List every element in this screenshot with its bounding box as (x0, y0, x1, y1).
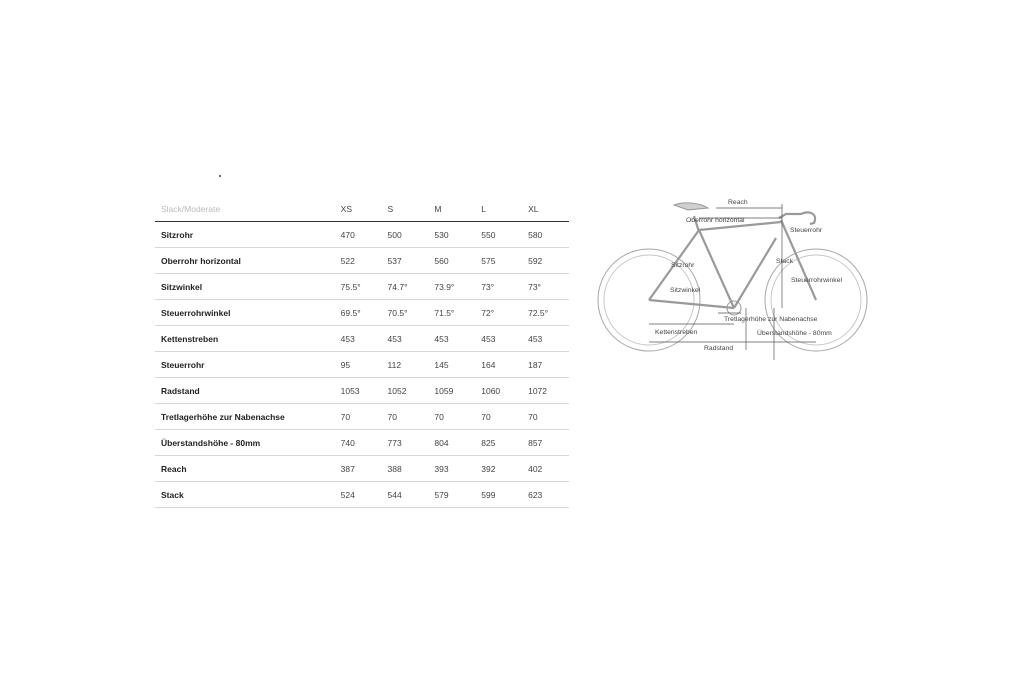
label-stack: Stack (776, 258, 793, 265)
table-row (155, 326, 569, 352)
table-cell: 453 (428, 326, 475, 352)
table-cell: 70 (428, 404, 475, 430)
size-header-l: L (475, 197, 522, 222)
table-cell: 70 (475, 404, 522, 430)
label-kettenstreben: Kettenstreben (655, 329, 698, 336)
table-cell: 579 (428, 482, 475, 508)
stray-dot (219, 175, 221, 177)
table-row (155, 456, 569, 482)
table-cell: 72° (475, 300, 522, 326)
table-cell: 70.5° (382, 300, 429, 326)
table-cell: 537 (382, 248, 429, 274)
label-radstand: Radstand (704, 345, 734, 352)
table-cell: 857 (522, 430, 569, 456)
size-header-xs: XS (335, 197, 382, 222)
table-cell: 544 (382, 482, 429, 508)
table-cell: 470 (335, 222, 382, 248)
table-cell: 453 (335, 326, 382, 352)
table-row (155, 378, 569, 404)
saddle (674, 203, 708, 210)
table-cell: 1053 (335, 378, 382, 404)
row-label: Reach (155, 456, 335, 482)
table-cell: 825 (475, 430, 522, 456)
row-label: Tretlagerhöhe zur Nabenachse (155, 404, 335, 430)
table-cell: 145 (428, 352, 475, 378)
table-cell: 75.5° (335, 274, 382, 300)
table-cell: 500 (382, 222, 429, 248)
table-row (155, 404, 569, 430)
row-label: Radstand (155, 378, 335, 404)
table-header-row (155, 197, 569, 222)
table-cell: 387 (335, 456, 382, 482)
row-label: Überstandshöhe - 80mm (155, 430, 335, 456)
label-ueberstand: Überstandshöhe - 80mm (757, 330, 832, 337)
table-cell: 453 (475, 326, 522, 352)
table-cell: 74.7° (382, 274, 429, 300)
table-row (155, 248, 569, 274)
table-row (155, 352, 569, 378)
table-cell: 592 (522, 248, 569, 274)
size-header-s: S (382, 197, 429, 222)
table-cell: 72.5° (522, 300, 569, 326)
label-oberrohr: Oberrohr horizontal (686, 217, 745, 224)
table-cell: 580 (522, 222, 569, 248)
table-cell: 392 (475, 456, 522, 482)
table-cell: 70 (522, 404, 569, 430)
table-cell: 69.5° (335, 300, 382, 326)
table-cell: 773 (382, 430, 429, 456)
table-cell: 70 (335, 404, 382, 430)
table-cell: 550 (475, 222, 522, 248)
label-reach: Reach (728, 199, 748, 206)
table-cell: 1052 (382, 378, 429, 404)
row-label: Sitzwinkel (155, 274, 335, 300)
table-cell: 575 (475, 248, 522, 274)
size-header-xl: XL (522, 197, 569, 222)
table-row (155, 482, 569, 508)
row-label: Oberrohr horizontal (155, 248, 335, 274)
table-cell: 1072 (522, 378, 569, 404)
geometry-table (155, 197, 569, 508)
table-row (155, 274, 569, 300)
label-steuerrohrwinkel: Steuerrohrwinkel (791, 277, 842, 284)
table-cell: 112 (382, 352, 429, 378)
label-tretlager: Tretlagerhöhe zur Nabenachse (724, 316, 818, 323)
table-cell: 73° (522, 274, 569, 300)
table-cell: 524 (335, 482, 382, 508)
table-cell: 164 (475, 352, 522, 378)
table-row (155, 300, 569, 326)
table-cell: 453 (522, 326, 569, 352)
row-label: Steuerrohr (155, 352, 335, 378)
bike-geometry-diagram (596, 190, 874, 360)
table-cell: 73.9° (428, 274, 475, 300)
table-cell: 522 (335, 248, 382, 274)
table-cell: 70 (382, 404, 429, 430)
table-cell: 453 (382, 326, 429, 352)
table-cell: 71.5° (428, 300, 475, 326)
table-cell: 73° (475, 274, 522, 300)
table-cell: 804 (428, 430, 475, 456)
table-row (155, 222, 569, 248)
label-sitzwinkel: Sitzwinkel (670, 287, 701, 294)
table-cell: 402 (522, 456, 569, 482)
table-cell: 1059 (428, 378, 475, 404)
row-label: Sitzrohr (155, 222, 335, 248)
table-cell: 740 (335, 430, 382, 456)
table-cell: 1060 (475, 378, 522, 404)
table-cell: 560 (428, 248, 475, 274)
table-cell: 599 (475, 482, 522, 508)
table-cell: 388 (382, 456, 429, 482)
table-row (155, 430, 569, 456)
row-label: Kettenstreben (155, 326, 335, 352)
header-label: Slack/Moderate (155, 197, 335, 222)
row-label: Stack (155, 482, 335, 508)
table-cell: 95 (335, 352, 382, 378)
label-steuerrohr: Steuerrohr (790, 227, 823, 234)
row-label: Steuerrohrwinkel (155, 300, 335, 326)
table-cell: 187 (522, 352, 569, 378)
table-cell: 623 (522, 482, 569, 508)
label-sitzrohr: Sitzrohr (671, 262, 695, 269)
size-header-m: M (428, 197, 475, 222)
table-cell: 393 (428, 456, 475, 482)
table-cell: 530 (428, 222, 475, 248)
